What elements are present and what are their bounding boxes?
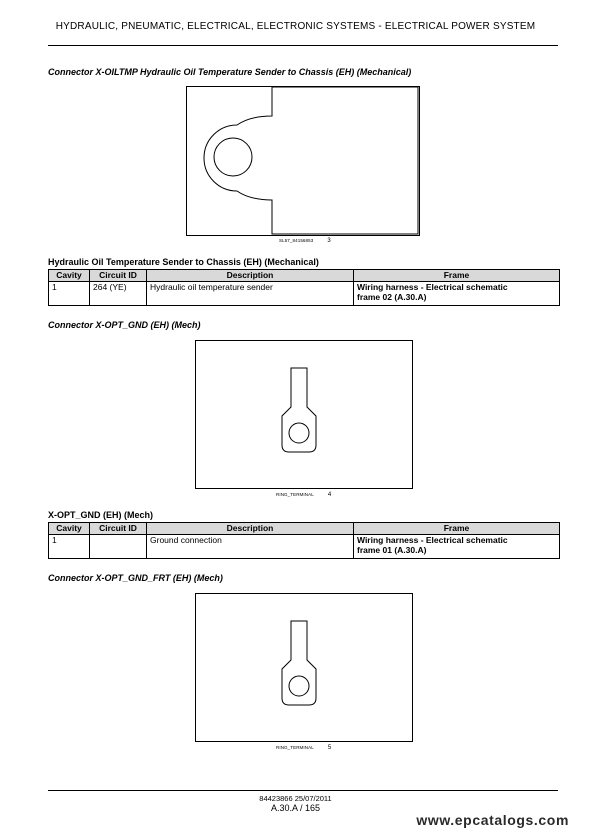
footer-document-code: 84423866 25/07/2011 bbox=[259, 794, 332, 803]
cell-frame bbox=[354, 535, 560, 559]
figure-caption-3 bbox=[279, 238, 331, 244]
cell-description: Hydraulic oil temperature sender bbox=[147, 282, 354, 306]
frame-ref-text: frame 02 (A.30.A) bbox=[357, 292, 427, 302]
figure-code: SL57_84156853 bbox=[279, 238, 314, 243]
figure-code: RING_TERMINAL bbox=[276, 492, 314, 497]
frame-link-text: Wiring harness - Electrical schematic bbox=[357, 282, 508, 292]
table-header-row bbox=[49, 270, 560, 282]
figure-oiltmp-connector bbox=[186, 86, 420, 236]
column-header-cavity: Cavity bbox=[49, 270, 90, 282]
figure-number: 3 bbox=[327, 238, 331, 244]
connector-table-opt-gnd bbox=[48, 522, 560, 559]
column-header-frame: Frame bbox=[354, 270, 560, 282]
cell-frame bbox=[354, 282, 560, 306]
figure-caption-4 bbox=[276, 492, 331, 498]
frame-ref-text: frame 01 (A.30.A) bbox=[357, 545, 427, 555]
column-header-circuit-id: Circuit ID bbox=[90, 270, 147, 282]
cell-description: Ground connection bbox=[147, 535, 354, 559]
page-header-title: HYDRAULIC, PNEUMATIC, ELECTRICAL, ELECTRONIC SYSTEMS - ELECTRICAL POWER SYSTEM bbox=[55, 21, 536, 32]
frame-link-text: Wiring harness - Electrical schematic bbox=[357, 535, 508, 545]
connector-table-oiltmp bbox=[48, 269, 560, 306]
table-header-row bbox=[49, 523, 560, 535]
figure-number: 5 bbox=[327, 745, 332, 751]
cell-circuit-id bbox=[90, 535, 147, 559]
column-header-description: Description bbox=[147, 270, 354, 282]
section-title-opt-gnd: Connector X-OPT_GND (EH) (Mech) bbox=[48, 320, 201, 330]
column-header-circuit-id: Circuit ID bbox=[90, 523, 147, 535]
cell-circuit-id: 264 (YE) bbox=[90, 282, 147, 306]
footer-rule bbox=[48, 790, 558, 791]
ring-terminal-icon bbox=[196, 341, 412, 488]
ring-terminal-icon bbox=[196, 594, 412, 741]
table-title-oiltmp: Hydraulic Oil Temperature Sender to Chassis (EH) (Mechanical) bbox=[48, 257, 319, 267]
column-header-frame: Frame bbox=[354, 523, 560, 535]
table-row bbox=[49, 535, 560, 559]
watermark-url: www.epcatalogs.com bbox=[416, 812, 569, 828]
header-rule bbox=[48, 45, 558, 46]
figure-opt-gnd-terminal bbox=[195, 340, 413, 489]
table-row bbox=[49, 282, 560, 306]
cell-cavity: 1 bbox=[49, 535, 90, 559]
section-title-opt-gnd-frt: Connector X-OPT_GND_FRT (EH) (Mech) bbox=[48, 573, 223, 583]
figure-caption-5 bbox=[276, 745, 331, 751]
figure-code: RING_TERMINAL bbox=[276, 745, 314, 750]
column-header-description: Description bbox=[147, 523, 354, 535]
figure-number: 4 bbox=[327, 492, 332, 498]
table-title-opt-gnd: X-OPT_GND (EH) (Mech) bbox=[48, 510, 154, 520]
figure-opt-gnd-frt-terminal bbox=[195, 593, 413, 742]
section-title-oiltmp: Connector X-OILTMP Hydraulic Oil Temperature Sender to Chassis (EH) (Mechanical) bbox=[48, 67, 412, 77]
column-header-cavity: Cavity bbox=[49, 523, 90, 535]
footer-page-number: A.30.A / 165 bbox=[270, 803, 321, 813]
oil-temp-sender-connector-drawing bbox=[187, 87, 419, 235]
cell-cavity: 1 bbox=[49, 282, 90, 306]
